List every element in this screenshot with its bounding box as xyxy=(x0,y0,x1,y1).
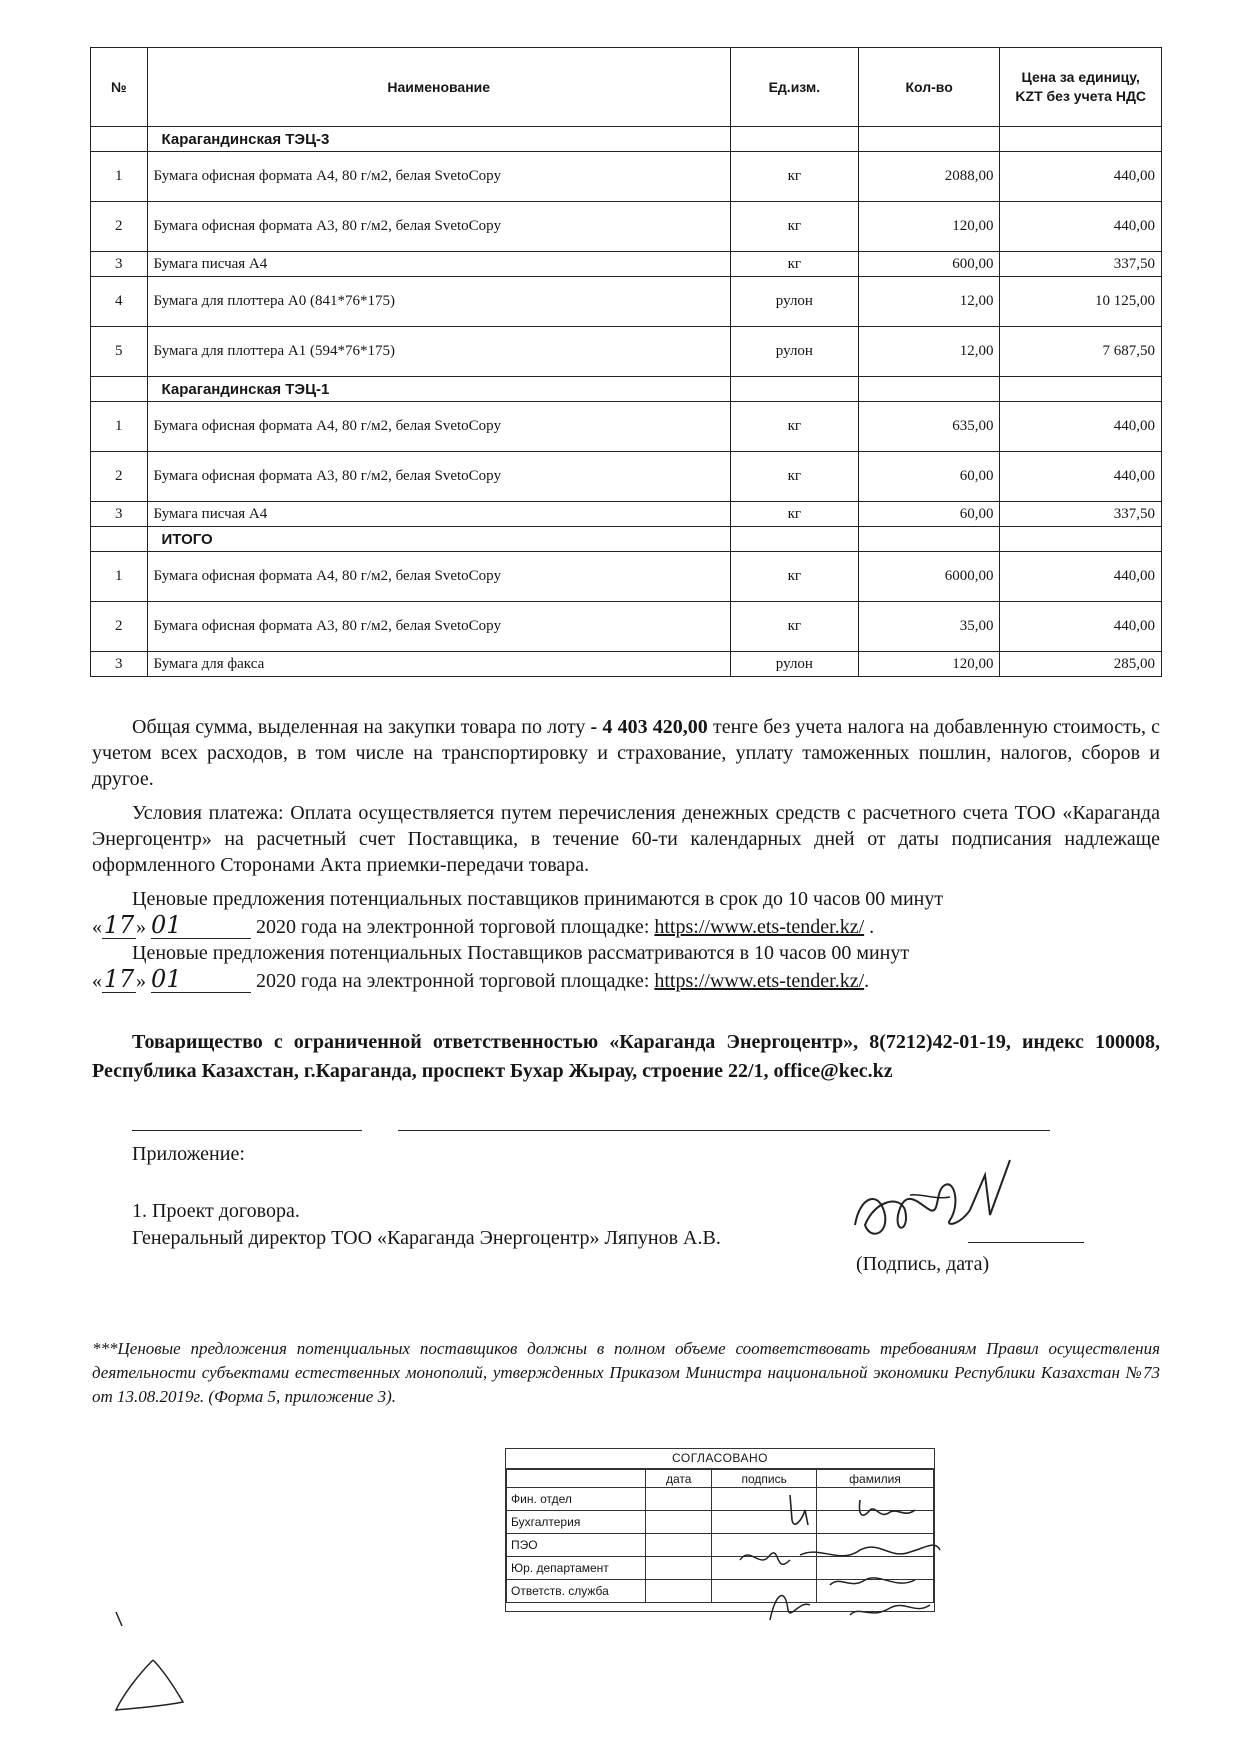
stamp-col-signature: подпись xyxy=(712,1470,817,1488)
row-unit: рулон xyxy=(730,652,858,677)
stamp-header-row xyxy=(507,1470,934,1488)
row-qty: 12,00 xyxy=(858,327,1000,377)
row-num: 4 xyxy=(91,277,148,327)
acceptance-paragraph xyxy=(92,886,1160,940)
table-row xyxy=(91,652,1162,677)
stamp-title: СОГЛАСОВАНО xyxy=(506,1449,934,1469)
review-date: «17» 01 2020 года на электронной торговой площадке: https://www.ets-tender.kz/. xyxy=(92,965,870,993)
ets-tender-link[interactable]: https://www.ets-tender.kz/ xyxy=(654,970,865,992)
divider-line xyxy=(132,1130,362,1131)
row-num: 2 xyxy=(91,602,148,652)
table-row xyxy=(91,152,1162,202)
header-price: Цена за единицу, KZT без учета НДС xyxy=(1000,48,1162,127)
row-num: 3 xyxy=(91,502,148,527)
stamp-row-label: ПЭО xyxy=(507,1534,646,1557)
table-row xyxy=(91,202,1162,252)
row-num: 1 xyxy=(91,402,148,452)
stamp-col-surname: фамилия xyxy=(817,1470,934,1488)
section-title: Карагандинская ТЭЦ-3 xyxy=(147,127,730,152)
month-handwritten: 01 xyxy=(151,912,251,939)
row-unit: кг xyxy=(730,252,858,277)
row-unit: кг xyxy=(730,502,858,527)
section-row xyxy=(91,377,1162,402)
row-qty: 120,00 xyxy=(858,202,1000,252)
row-name: Бумага офисная формата А3, 80 г/м2, белая SvetoCopy xyxy=(147,602,730,652)
total-paragraph xyxy=(92,714,1160,792)
total-text-a: Общая сумма, выделенная на закупки товара по лоту xyxy=(132,716,586,738)
stamp-row-label: Ответств. служба xyxy=(507,1580,646,1603)
director-signature xyxy=(850,1155,1020,1250)
row-num: 1 xyxy=(91,152,148,202)
table-row xyxy=(91,402,1162,452)
annex-label: Приложение: xyxy=(132,1143,245,1165)
stamp-signatures xyxy=(730,1490,960,1625)
total-amount: - 4 403 420,00 xyxy=(590,716,708,738)
row-name: Бумага офисная формата А4, 80 г/м2, белая SvetoCopy xyxy=(147,552,730,602)
header-name: Наименование xyxy=(147,48,730,127)
row-qty: 60,00 xyxy=(858,452,1000,502)
payment-text: Условия платежа: Оплата осуществляется путем перечисления денежных средств с расчетного счета ТОО «Караганда Энергоцентр» на расчетный счет Поставщика, в течение 60-ти календарных дней от даты подписания надлежаще оформленного Сторонами Акта приемки-передачи товара. xyxy=(92,802,1160,876)
row-num: 3 xyxy=(91,252,148,277)
section-row xyxy=(91,527,1162,552)
year-text: 2020 года на электронной торговой площадке: xyxy=(256,916,650,938)
divider-line xyxy=(398,1130,1050,1131)
row-name: Бумага для плоттера А0 (841*76*175) xyxy=(147,277,730,327)
row-num: 1 xyxy=(91,552,148,602)
acceptance-text: Ценовые предложения потенциальных поставщиков принимаются в срок до 10 часов 00 минут xyxy=(132,888,944,910)
row-price: 440,00 xyxy=(1000,452,1162,502)
row-name: Бумага писчая А4 xyxy=(147,252,730,277)
year-text: 2020 года на электронной торговой площадке: xyxy=(256,970,650,992)
row-qty: 60,00 xyxy=(858,502,1000,527)
row-qty: 635,00 xyxy=(858,402,1000,452)
row-name: Бумага писчая А4 xyxy=(147,502,730,527)
footnote: ***Ценовые предложения потенциальных поставщиков должны в полном объеме соответствовать требованиям Правил осуществления деятельности субъектами естественных монополий, утвержденных Приказом Министра национальной экономики Республики Казахстан №73 от 13.08.2019г. (Форма 5, приложение 3). xyxy=(92,1339,1160,1406)
row-name: Бумага офисная формата А3, 80 г/м2, белая SvetoCopy xyxy=(147,202,730,252)
table-row xyxy=(91,252,1162,277)
row-name: Бумага для плоттера А1 (594*76*175) xyxy=(147,327,730,377)
annex-item: 1. Проект договора. xyxy=(132,1200,300,1222)
row-price: 337,50 xyxy=(1000,502,1162,527)
row-unit: кг xyxy=(730,552,858,602)
stamp-row-label: Бухгалтерия xyxy=(507,1511,646,1534)
row-qty: 6000,00 xyxy=(858,552,1000,602)
table-header-row xyxy=(91,48,1162,127)
table-row xyxy=(91,602,1162,652)
section-title: Карагандинская ТЭЦ-1 xyxy=(147,377,730,402)
items-table xyxy=(90,47,1162,677)
company-text: Товарищество с ограниченной ответственностью «Караганда Энергоцентр», 8(7212)42-01-19, индекс 100008, Республика Казахстан, г.Караганда, проспект Бухар Жырау, строение 22/1, office@kec.kz xyxy=(92,1031,1160,1082)
row-num: 2 xyxy=(91,202,148,252)
row-price: 10 125,00 xyxy=(1000,277,1162,327)
row-price: 440,00 xyxy=(1000,152,1162,202)
row-price: 440,00 xyxy=(1000,552,1162,602)
total-text-b: тенге без учета налога на добавленную стоимость, с учетом всех расходов, в том числе на транспортировку и страхование, уплату таможенных пошлин, налогов, сборов и другое. xyxy=(92,716,1161,790)
row-num: 3 xyxy=(91,652,148,677)
row-price: 440,00 xyxy=(1000,402,1162,452)
director-line: Генеральный директор ТОО «Караганда Энергоцентр» Ляпунов А.В. xyxy=(132,1227,721,1249)
table-row xyxy=(91,502,1162,527)
review-paragraph xyxy=(92,940,1160,994)
row-qty: 12,00 xyxy=(858,277,1000,327)
row-price: 7 687,50 xyxy=(1000,327,1162,377)
row-name: Бумага для факса xyxy=(147,652,730,677)
row-name: Бумага офисная формата А4, 80 г/м2, белая SvetoCopy xyxy=(147,152,730,202)
row-unit: рулон xyxy=(730,327,858,377)
ets-tender-link[interactable]: https://www.ets-tender.kz/ xyxy=(654,916,865,938)
section-row xyxy=(91,127,1162,152)
review-text: Ценовые предложения потенциальных Поставщиков рассматриваются в 10 часов 00 минут xyxy=(132,942,910,964)
row-unit: кг xyxy=(730,602,858,652)
row-qty: 120,00 xyxy=(858,652,1000,677)
row-unit: кг xyxy=(730,452,858,502)
row-unit: кг xyxy=(730,402,858,452)
section-title: ИТОГО xyxy=(147,527,730,552)
row-unit: рулон xyxy=(730,277,858,327)
table-row xyxy=(91,327,1162,377)
company-details xyxy=(92,1028,1160,1086)
row-qty: 2088,00 xyxy=(858,152,1000,202)
row-num: 5 xyxy=(91,327,148,377)
month-handwritten: 01 xyxy=(151,966,251,993)
payment-paragraph xyxy=(92,800,1160,878)
row-unit: кг xyxy=(730,152,858,202)
day-handwritten: 17 xyxy=(103,911,135,939)
signature-caption: (Подпись, дата) xyxy=(856,1253,990,1275)
table-row xyxy=(91,552,1162,602)
table-row xyxy=(91,452,1162,502)
header-num: № xyxy=(91,48,148,127)
row-price: 285,00 xyxy=(1000,652,1162,677)
table-row xyxy=(91,277,1162,327)
row-qty: 35,00 xyxy=(858,602,1000,652)
stamp-row-label: Фин. отдел xyxy=(507,1488,646,1511)
row-name: Бумага офисная формата А3, 80 г/м2, белая SvetoCopy xyxy=(147,452,730,502)
row-name: Бумага офисная формата А4, 80 г/м2, белая SvetoCopy xyxy=(147,402,730,452)
row-qty: 600,00 xyxy=(858,252,1000,277)
day-handwritten: 17 xyxy=(103,965,135,993)
header-qty: Кол-во xyxy=(858,48,1000,127)
row-price: 440,00 xyxy=(1000,202,1162,252)
row-price: 337,50 xyxy=(1000,252,1162,277)
acceptance-date: «17» 01 2020 года на электронной торговой площадке: https://www.ets-tender.kz/ . xyxy=(92,911,875,939)
row-num: 2 xyxy=(91,452,148,502)
header-unit: Ед.изм. xyxy=(730,48,858,127)
stamp-col-date: дата xyxy=(646,1470,712,1488)
margin-mark xyxy=(108,1610,193,1720)
row-price: 440,00 xyxy=(1000,602,1162,652)
stamp-row-label: Юр. департамент xyxy=(507,1557,646,1580)
row-unit: кг xyxy=(730,202,858,252)
